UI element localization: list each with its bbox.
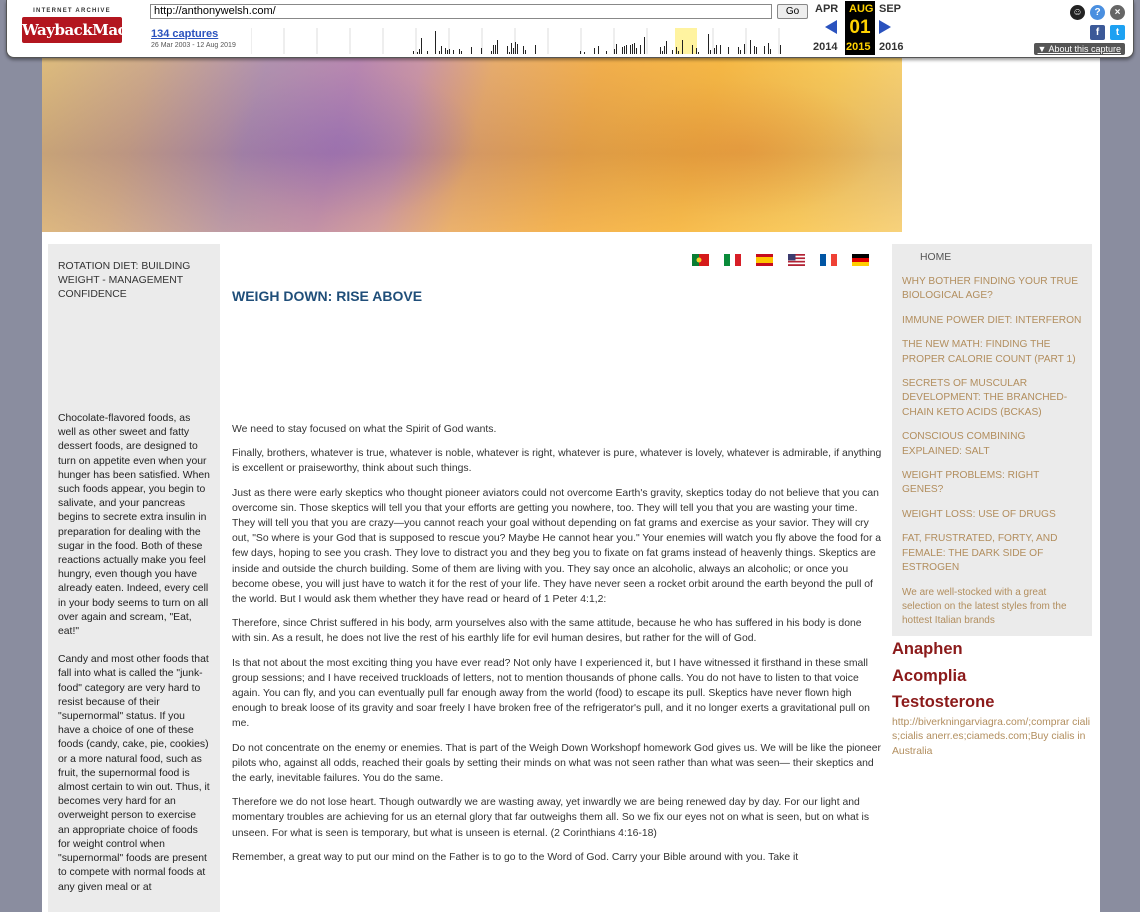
article-paragraph: Do not concentrate on the enemy or enemies. That is part of the Weigh Down Workshopf homework God gives us. We will be like the pioneer pilots who, against all odds, reached their goals by setting their minds on what was not seen rather than what was seen— their skeptics and the early, inevitable failures. You do the same. [232, 742, 881, 785]
date-range: 26 Mar 2003 - 12 Aug 2019 [151, 42, 236, 49]
capture-bar [515, 42, 516, 54]
left-sidebar-title[interactable]: ROTATION DIET: BUILDING WEIGHT - MANAGEMENT CONFIDENCE [58, 261, 191, 300]
capture-bar [660, 47, 661, 54]
capture-bar [459, 49, 460, 54]
wayback-logo[interactable] [22, 8, 162, 44]
capture-bar [744, 44, 745, 54]
capture-bar [740, 50, 741, 54]
next-month[interactable]: SEP [879, 3, 902, 15]
ad-link-acomplia[interactable]: Acomplia [892, 666, 967, 685]
capture-bar [449, 49, 450, 54]
nav-home-link[interactable]: HOME [920, 252, 952, 263]
capture-bar [413, 51, 414, 54]
current-day: 01 [849, 17, 871, 38]
capture-bar [676, 47, 677, 54]
capture-bar [636, 48, 637, 54]
capture-bar [517, 44, 518, 54]
article-paragraph: Therefore we do not lose heart. Though outwardly we are wasting away, yet inwardly we are being renewed day by day. For our light and momentary troubles are achieving for us an eternal glory that far outweighs them all. So we fix our eyes not on what is seen, but on what is unseen. For what is seen is temporary, but what is unseen is eternal. (2 Corinthians 4:16-18) [232, 797, 870, 839]
wayback-toolbar [6, 0, 1134, 58]
header-banner-image [42, 58, 902, 232]
nav-item[interactable]: WEIGHT PROBLEMS: RIGHT GENES? [902, 470, 1040, 496]
capture-bar [614, 49, 615, 54]
close-icon[interactable]: × [1110, 5, 1125, 20]
facebook-icon[interactable]: f [1090, 25, 1105, 40]
capture-bar [626, 45, 627, 54]
ad-link-testosterone[interactable]: Testosterone [892, 693, 995, 712]
next-capture-arrow-icon[interactable] [879, 20, 891, 34]
capture-bar [672, 50, 673, 54]
capture-bar [417, 52, 418, 54]
nav-item[interactable]: WEIGHT LOSS: USE OF DRUGS [902, 508, 1056, 520]
capture-bar [696, 48, 697, 54]
capture-bar [678, 51, 679, 54]
twitter-icon[interactable]: t [1110, 25, 1125, 40]
capture-bar [692, 45, 693, 54]
nav-item[interactable]: CONSCIOUS COMBINING EXPLAINED: SALT [902, 431, 1026, 457]
article-paragraph: Is that not about the most exciting thing you have ever read? Not only have I experienced it, but I have witnessed it firsthand in these small group sessions; and I have received truckloads of letters, not to mention thousands of phone calls. You do not have to listen to that voice again. You can fly, and you can eventually pull far enough away from the world (food) to escape its pull. Skeptics have never flown high enough to break loose of its gravity and soar freely I have broken free of the refrigerator's pull, and it no longer exerts a gravitational pull on me. [232, 657, 870, 730]
capture-bar [584, 52, 585, 54]
capture-bar [716, 45, 717, 54]
article-title: WEIGH DOWN: RISE ABOVE [232, 288, 423, 304]
url-input[interactable]: http://anthonywelsh.com/ [150, 4, 772, 19]
capture-bar [435, 31, 436, 54]
capture-bar [634, 43, 635, 54]
go-button[interactable]: Go [777, 4, 808, 19]
capture-bar [594, 48, 595, 54]
capture-bar [471, 47, 472, 54]
capture-bar [664, 46, 665, 54]
capture-bar [750, 40, 751, 54]
prev-year[interactable]: 2014 [813, 41, 838, 53]
help-icon[interactable]: ? [1090, 5, 1105, 20]
article-paragraph: Just as there were early skeptics who thought pioneer aviators could not overcome Earth's gravity, skeptics today do not believe that you can overcome sin. Those skeptics will tell you that your efforts are getting you nowhere, too. They will tell you that you are wasting your time. They will tell you that you are crazy—you cannot reach your goal without depending on fat grams and exercise as your savior. They will cry out, "So where is your God that is supposed to rescue you? Maybe He cannot hear you." Your enemies will watch you fly above the food for a few days, hoping to see you crash. They love to distract you and they beg you to fixate on fat grams instead of heavenly things. Skeptics are inside and outside the church building. Some of them are living with you. They say once an alcoholic, always an alcoholic; or once you become obese, you will just have to watch it for the rest of your life. They have never seen a rocket orbit around the earth beyond the pull of the world. But I would ask them whether they have read or heard of 1 Peter 4:1,2: [232, 487, 882, 606]
capture-bar [606, 51, 607, 54]
capture-bar [710, 50, 711, 54]
capture-bar [708, 34, 709, 54]
article-body [232, 422, 882, 874]
nav-item[interactable]: WHY BOTHER FINDING YOUR TRUE BIOLOGICAL AGE? [902, 276, 1079, 302]
current-month: AUG [849, 3, 874, 15]
about-capture-link[interactable]: ▼ About this capture [1034, 43, 1125, 55]
spain-flag-icon[interactable] [756, 254, 773, 266]
toolbar-icons [1065, 4, 1125, 44]
capture-bar [624, 46, 625, 54]
capture-bar [632, 44, 633, 54]
month-navigator [813, 1, 905, 55]
capture-bar [481, 48, 482, 54]
italy-flag-icon[interactable] [724, 254, 741, 266]
nav-item[interactable]: SECRETS OF MUSCULAR DEVELOPMENT: THE BRANCHED-CHAIN KETO ACIDS (BCKAS) [902, 378, 1068, 418]
logo-main-text: WaybackMachine [22, 17, 122, 43]
capture-bar [497, 40, 498, 54]
ad-link-text[interactable]: http://biverkningarviagra.com/;comprar cialis;cialis anerr.es;ciameds.com;Buy cialis in Australia [892, 716, 1091, 757]
capture-bar [523, 46, 524, 54]
capture-bar [445, 48, 446, 54]
capture-bar [682, 40, 683, 54]
capture-bar [720, 45, 721, 54]
capture-bar [644, 37, 645, 54]
right-sidebar [892, 244, 1092, 759]
capture-bar [491, 51, 492, 54]
usa-flag-icon[interactable] [788, 254, 805, 266]
capture-bar [698, 52, 699, 54]
capture-bar [441, 46, 442, 54]
sidebar-blurb: We are well-stocked with a great selection on the latest styles from the hottest Italian brands [902, 586, 1067, 626]
article-paragraph: Therefore, since Christ suffered in his body, arm yourselves also with the same attitude, because he who has suffered in his body is done with sin. As a result, he does not live the rest of his earthly life for evil human desires, but rather for the will of God. [232, 618, 862, 645]
capture-bar [580, 51, 581, 54]
capture-bar [421, 38, 422, 54]
capture-bar [756, 47, 757, 54]
capture-bar [493, 45, 494, 54]
capture-bar [728, 47, 729, 54]
capture-sparkline[interactable] [251, 28, 809, 54]
capture-bar [630, 45, 631, 54]
capture-bar [511, 43, 512, 54]
logo-top-text: INTERNET ARCHIVE [33, 8, 111, 14]
article-paragraph: Finally, brothers, whatever is true, whatever is noble, whatever is right, whatever is pure, whatever is lovely, whatever is admirable, if anything is excellent or praiseworthy, think about such things. [232, 448, 882, 475]
article-paragraph: Remember, a great way to put our mind on the Father is to go to the Word of God. Carry your Bible around with you. Take it [232, 851, 799, 863]
capture-bar [598, 46, 599, 54]
language-flags [692, 254, 882, 268]
capture-bar [509, 52, 510, 54]
capture-bar [513, 48, 514, 54]
next-year[interactable]: 2016 [879, 41, 904, 53]
capture-bar [419, 49, 420, 54]
nav-item[interactable]: IMMUNE POWER DIET: INTERFERON [902, 314, 1082, 326]
capture-bar [622, 47, 623, 54]
capture-bar [461, 51, 462, 54]
portugal-flag-icon[interactable] [692, 254, 709, 266]
prev-month[interactable]: APR [815, 3, 839, 15]
user-icon[interactable]: ☺ [1070, 5, 1085, 20]
capture-bar [780, 45, 781, 54]
current-year: 2015 [846, 41, 871, 53]
capture-bar [714, 48, 715, 54]
capture-bar [447, 50, 448, 54]
germany-flag-icon[interactable] [852, 254, 869, 266]
page [42, 0, 1100, 912]
capture-bar [535, 45, 536, 54]
capture-bar [640, 45, 641, 54]
left-sidebar-paragraph-1: Chocolate-flavored foods, as well as other sweet and fatty dessert foods, are designed to turn on appetite even when your hunger has been satisfied. When such foods appear, you begin to salivate, and your pancreas begins to secrete extra insulin in preparation for dealing with the sugar in the food. Both of these reactions actually make you feel hungry, even though you have already eaten. Indeed, every cell in your body seems to turn on all over again and scream, "Eat, eat!" [58, 413, 210, 638]
capture-bar [453, 50, 454, 54]
capture-bar [439, 51, 440, 54]
right-nav [892, 244, 1092, 636]
capture-bar [738, 47, 739, 54]
capture-bar [666, 41, 667, 54]
left-sidebar-paragraph-2: Candy and most other foods that fall into what is called the "junk-food" category are very hard to resist because of their "supernormal" status. If you have a choice of one of these foods (candy, cake, pie, cookies) or a more natural food, such as fruit, the supernormal food is almost certain to win out. Thus, it becomes very hard for an overweight person to exercise an appropriate choice of foods for weight control when "supernormal" foods are present to compete with normal foods at any given meal or at [58, 654, 210, 893]
capture-bar [764, 46, 765, 54]
capture-bar [754, 46, 755, 54]
capture-bar [495, 45, 496, 54]
capture-bar [507, 46, 508, 54]
nav-item[interactable]: FAT, FRUSTRATED, FORTY, AND FEMALE: THE DARK SIDE OF ESTROGEN [902, 533, 1058, 574]
captures-link[interactable]: 134 captures [151, 28, 219, 40]
capture-bar [525, 50, 526, 54]
capture-bar [662, 51, 663, 54]
left-sidebar [48, 244, 220, 912]
ad-link-anaphen[interactable]: Anaphen [892, 640, 963, 659]
nav-item[interactable]: THE NEW MATH: FINDING THE PROPER CALORIE COUNT (PART 1) [902, 339, 1076, 365]
france-flag-icon[interactable] [820, 254, 837, 266]
article-paragraph: We need to stay focused on what the Spirit of God wants. [232, 424, 497, 435]
capture-bar [427, 51, 428, 54]
capture-bar [768, 43, 769, 54]
capture-bar [770, 49, 771, 54]
capture-bar [616, 44, 617, 54]
prev-capture-arrow-icon[interactable] [825, 20, 837, 34]
about-capture-label: About this capture [1048, 44, 1121, 54]
